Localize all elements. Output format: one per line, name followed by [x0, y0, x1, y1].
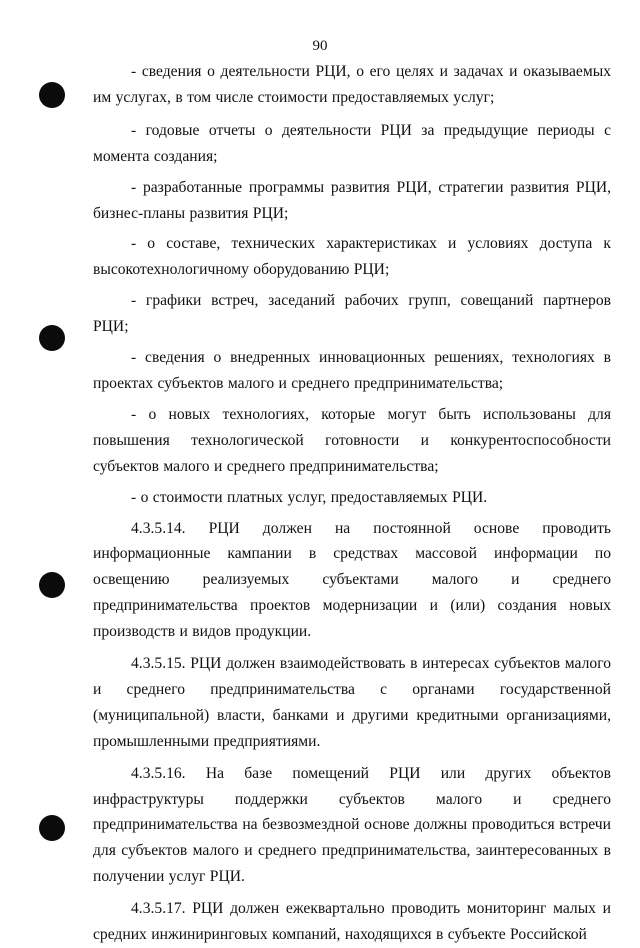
paragraph-development-programs: - разработанные программы развития РЦИ, стратегии развития РЦИ, бизнес-планы развития РЦИ; — [93, 178, 611, 222]
paragraph-4-3-5-16: 4.3.5.16. На базе помещений РЦИ или других объектов инфраструктуры поддержки субъектов малого и среднего предпринимательства на безвозмездной основе должны проводиться встречи для субъектов малого и среднего предпринимательства, заинтересованных в получении услуг РЦИ. — [93, 764, 611, 886]
binder-hole-1 — [39, 82, 65, 108]
paragraph-4-3-5-14: 4.3.5.14. РЦИ должен на постоянной основе проводить информационные кампании в средствах массовой информации по освещению реализуемых субъектами малого и среднего предпринимательства проектов модернизации и (или) создания новых производств и видов продукции. — [93, 519, 611, 641]
paragraph-annual-reports: - годовые отчеты о деятельности РЦИ за предыдущие периоды с момента создания; — [93, 121, 611, 165]
paragraph-equipment-access: - о составе, технических характеристиках и условиях доступа к высокотехнологичному оборудованию РЦИ; — [93, 235, 611, 279]
paragraph-meeting-schedules: - графики встреч, заседаний рабочих групп, совещаний партнеров РЦИ; — [93, 292, 611, 336]
paragraph-4-3-5-15: 4.3.5.15. РЦИ должен взаимодействовать в интересах субъектов малого и среднего предпринимательства с органами государственной (муниципальной) власти, банками и другими кредитными организациями, промышленными предприятиями. — [93, 655, 611, 750]
document-body — [93, 59, 611, 948]
binder-hole-2 — [39, 325, 65, 351]
page-number: 90 — [312, 38, 328, 54]
paragraph-innovative-solutions: - сведения о внедренных инновационных решениях, технологиях в проектах субъектов малого и среднего предпринимательства; — [93, 349, 611, 392]
paragraph-4-3-5-17: 4.3.5.17. РЦИ должен ежеквартально проводить мониторинг малых и средних инжиниринговых компаний, находящихся в субъекте Российской — [93, 900, 611, 944]
paragraph-new-technologies: - о новых технологиях, которые могут быть использованы для повышения технологической готовности и конкурентоспособности субъектов малого и среднего предпринимательства; — [93, 405, 611, 475]
paragraph-activity-info: - сведения о деятельности РЦИ, о его целях и задачах и оказываемых им услугах, в том числе стоимости предоставляемых услуг; — [93, 63, 611, 106]
binder-hole-3 — [39, 572, 65, 598]
paragraph-paid-services-cost: - о стоимости платных услуг, предоставляемых РЦИ. — [131, 488, 488, 506]
binder-hole-4 — [39, 815, 65, 841]
